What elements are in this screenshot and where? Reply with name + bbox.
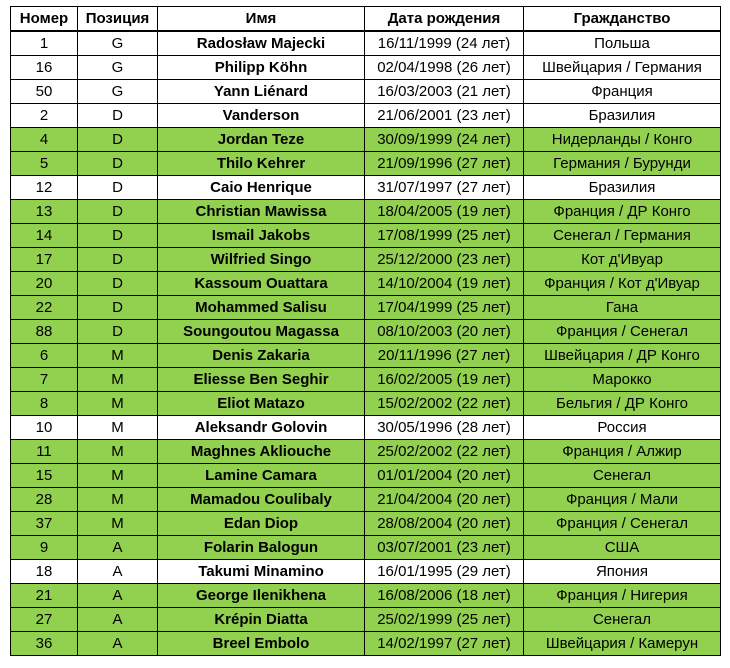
cell-name: Edan Diop [158,512,365,536]
cell-position: M [78,368,158,392]
cell-birth-date: 17/08/1999 (25 лет) [365,224,524,248]
cell-number: 15 [11,464,78,488]
table-row [11,416,721,440]
table-row [11,632,721,656]
cell-position: D [78,320,158,344]
cell-number: 8 [11,392,78,416]
cell-position: D [78,272,158,296]
cell-number: 2 [11,104,78,128]
cell-number: 17 [11,248,78,272]
table-row [11,272,721,296]
cell-citizenship: Сенегал [524,608,721,632]
table-row [11,80,721,104]
cell-birth-date: 02/04/1998 (26 лет) [365,56,524,80]
cell-position: A [78,632,158,656]
cell-name: Jordan Teze [158,128,365,152]
table-row [11,344,721,368]
cell-name: Kassoum Ouattara [158,272,365,296]
cell-position: M [78,464,158,488]
table-row [11,608,721,632]
cell-citizenship: Польша [524,31,721,56]
cell-name: Denis Zakaria [158,344,365,368]
cell-birth-date: 16/01/1995 (29 лет) [365,560,524,584]
cell-name: Ismail Jakobs [158,224,365,248]
table-row [11,368,721,392]
cell-citizenship: Франция / Сенегал [524,512,721,536]
cell-name: Thilo Kehrer [158,152,365,176]
cell-position: D [78,128,158,152]
column-header-name: Имя [158,7,365,32]
cell-citizenship: Швейцария / Германия [524,56,721,80]
cell-citizenship: Нидерланды / Конго [524,128,721,152]
cell-number: 88 [11,320,78,344]
column-header-citizenship: Гражданство [524,7,721,32]
cell-number: 9 [11,536,78,560]
cell-position: G [78,56,158,80]
cell-position: M [78,392,158,416]
squad-table [10,6,721,656]
cell-citizenship: Сенегал / Германия [524,224,721,248]
table-header-row [11,7,721,32]
cell-birth-date: 14/10/2004 (19 лет) [365,272,524,296]
cell-position: A [78,608,158,632]
cell-birth-date: 20/11/1996 (27 лет) [365,344,524,368]
cell-citizenship: Швейцария / Камерун [524,632,721,656]
cell-number: 20 [11,272,78,296]
cell-citizenship: Франция [524,80,721,104]
cell-position: M [78,344,158,368]
cell-birth-date: 01/01/2004 (20 лет) [365,464,524,488]
cell-citizenship: Франция / Нигерия [524,584,721,608]
cell-name: Christian Mawissa [158,200,365,224]
column-header-number: Номер [11,7,78,32]
cell-citizenship: Швейцария / ДР Конго [524,344,721,368]
cell-birth-date: 21/04/2004 (20 лет) [365,488,524,512]
cell-number: 12 [11,176,78,200]
cell-number: 18 [11,560,78,584]
table-row [11,224,721,248]
cell-birth-date: 16/08/2006 (18 лет) [365,584,524,608]
cell-position: D [78,224,158,248]
table-row [11,56,721,80]
cell-position: G [78,31,158,56]
table-row [11,296,721,320]
cell-birth-date: 16/11/1999 (24 лет) [365,31,524,56]
cell-number: 11 [11,440,78,464]
cell-name: Yann Liénard [158,80,365,104]
cell-name: Aleksandr Golovin [158,416,365,440]
cell-birth-date: 21/09/1996 (27 лет) [365,152,524,176]
cell-citizenship: Россия [524,416,721,440]
table-row [11,320,721,344]
cell-birth-date: 30/05/1996 (28 лет) [365,416,524,440]
cell-name: George Ilenikhena [158,584,365,608]
cell-citizenship: Бразилия [524,176,721,200]
cell-birth-date: 25/02/1999 (25 лет) [365,608,524,632]
cell-birth-date: 16/02/2005 (19 лет) [365,368,524,392]
table-body [11,31,721,656]
table-row [11,200,721,224]
cell-name: Soungoutou Magassa [158,320,365,344]
cell-name: Takumi Minamino [158,560,365,584]
cell-name: Mohammed Salisu [158,296,365,320]
table-row [11,248,721,272]
cell-position: M [78,416,158,440]
cell-birth-date: 21/06/2001 (23 лет) [365,104,524,128]
cell-name: Wilfried Singo [158,248,365,272]
cell-name: Maghnes Akliouche [158,440,365,464]
table-row [11,176,721,200]
cell-number: 14 [11,224,78,248]
cell-citizenship: Бельгия / ДР Конго [524,392,721,416]
cell-birth-date: 25/02/2002 (22 лет) [365,440,524,464]
cell-position: D [78,176,158,200]
cell-position: M [78,440,158,464]
cell-position: M [78,488,158,512]
cell-number: 28 [11,488,78,512]
cell-number: 36 [11,632,78,656]
cell-birth-date: 28/08/2004 (20 лет) [365,512,524,536]
table-row [11,392,721,416]
cell-position: D [78,152,158,176]
cell-citizenship: США [524,536,721,560]
table-row [11,152,721,176]
cell-number: 6 [11,344,78,368]
cell-position: G [78,80,158,104]
cell-citizenship: Франция / Сенегал [524,320,721,344]
cell-citizenship: Гана [524,296,721,320]
cell-citizenship: Франция / Мали [524,488,721,512]
cell-number: 27 [11,608,78,632]
table-row [11,104,721,128]
cell-birth-date: 15/02/2002 (22 лет) [365,392,524,416]
cell-citizenship: Кот д'Ивуар [524,248,721,272]
cell-number: 50 [11,80,78,104]
cell-citizenship: Сенегал [524,464,721,488]
table-row [11,560,721,584]
cell-name: Caio Henrique [158,176,365,200]
cell-birth-date: 08/10/2003 (20 лет) [365,320,524,344]
cell-citizenship: Бразилия [524,104,721,128]
table-row [11,488,721,512]
cell-citizenship: Франция / Алжир [524,440,721,464]
cell-birth-date: 31/07/1997 (27 лет) [365,176,524,200]
cell-citizenship: Германия / Бурунди [524,152,721,176]
cell-number: 13 [11,200,78,224]
table-row [11,464,721,488]
column-header-position: Позиция [78,7,158,32]
cell-number: 5 [11,152,78,176]
cell-citizenship: Франция / Кот д'Ивуар [524,272,721,296]
table-row [11,536,721,560]
table-row [11,440,721,464]
cell-name: Breel Embolo [158,632,365,656]
cell-name: Krépin Diatta [158,608,365,632]
cell-birth-date: 18/04/2005 (19 лет) [365,200,524,224]
cell-name: Folarin Balogun [158,536,365,560]
cell-birth-date: 03/07/2001 (23 лет) [365,536,524,560]
cell-birth-date: 25/12/2000 (23 лет) [365,248,524,272]
cell-birth-date: 14/02/1997 (27 лет) [365,632,524,656]
cell-position: D [78,104,158,128]
cell-number: 10 [11,416,78,440]
cell-position: M [78,512,158,536]
cell-citizenship: Франция / ДР Конго [524,200,721,224]
cell-name: Lamine Camara [158,464,365,488]
cell-number: 7 [11,368,78,392]
cell-number: 16 [11,56,78,80]
cell-name: Mamadou Coulibaly [158,488,365,512]
cell-name: Eliesse Ben Seghir [158,368,365,392]
column-header-birth-date: Дата рождения [365,7,524,32]
cell-position: A [78,560,158,584]
cell-position: A [78,584,158,608]
cell-position: D [78,248,158,272]
cell-name: Vanderson [158,104,365,128]
cell-name: Philipp Köhn [158,56,365,80]
cell-number: 37 [11,512,78,536]
cell-name: Radosław Majecki [158,31,365,56]
cell-number: 21 [11,584,78,608]
cell-number: 1 [11,31,78,56]
table-row [11,31,721,56]
cell-position: D [78,200,158,224]
table-row [11,584,721,608]
cell-birth-date: 17/04/1999 (25 лет) [365,296,524,320]
cell-citizenship: Япония [524,560,721,584]
cell-birth-date: 30/09/1999 (24 лет) [365,128,524,152]
cell-birth-date: 16/03/2003 (21 лет) [365,80,524,104]
cell-citizenship: Марокко [524,368,721,392]
table-row [11,128,721,152]
cell-position: D [78,296,158,320]
cell-number: 22 [11,296,78,320]
cell-number: 4 [11,128,78,152]
cell-name: Eliot Matazo [158,392,365,416]
table-row [11,512,721,536]
cell-position: A [78,536,158,560]
